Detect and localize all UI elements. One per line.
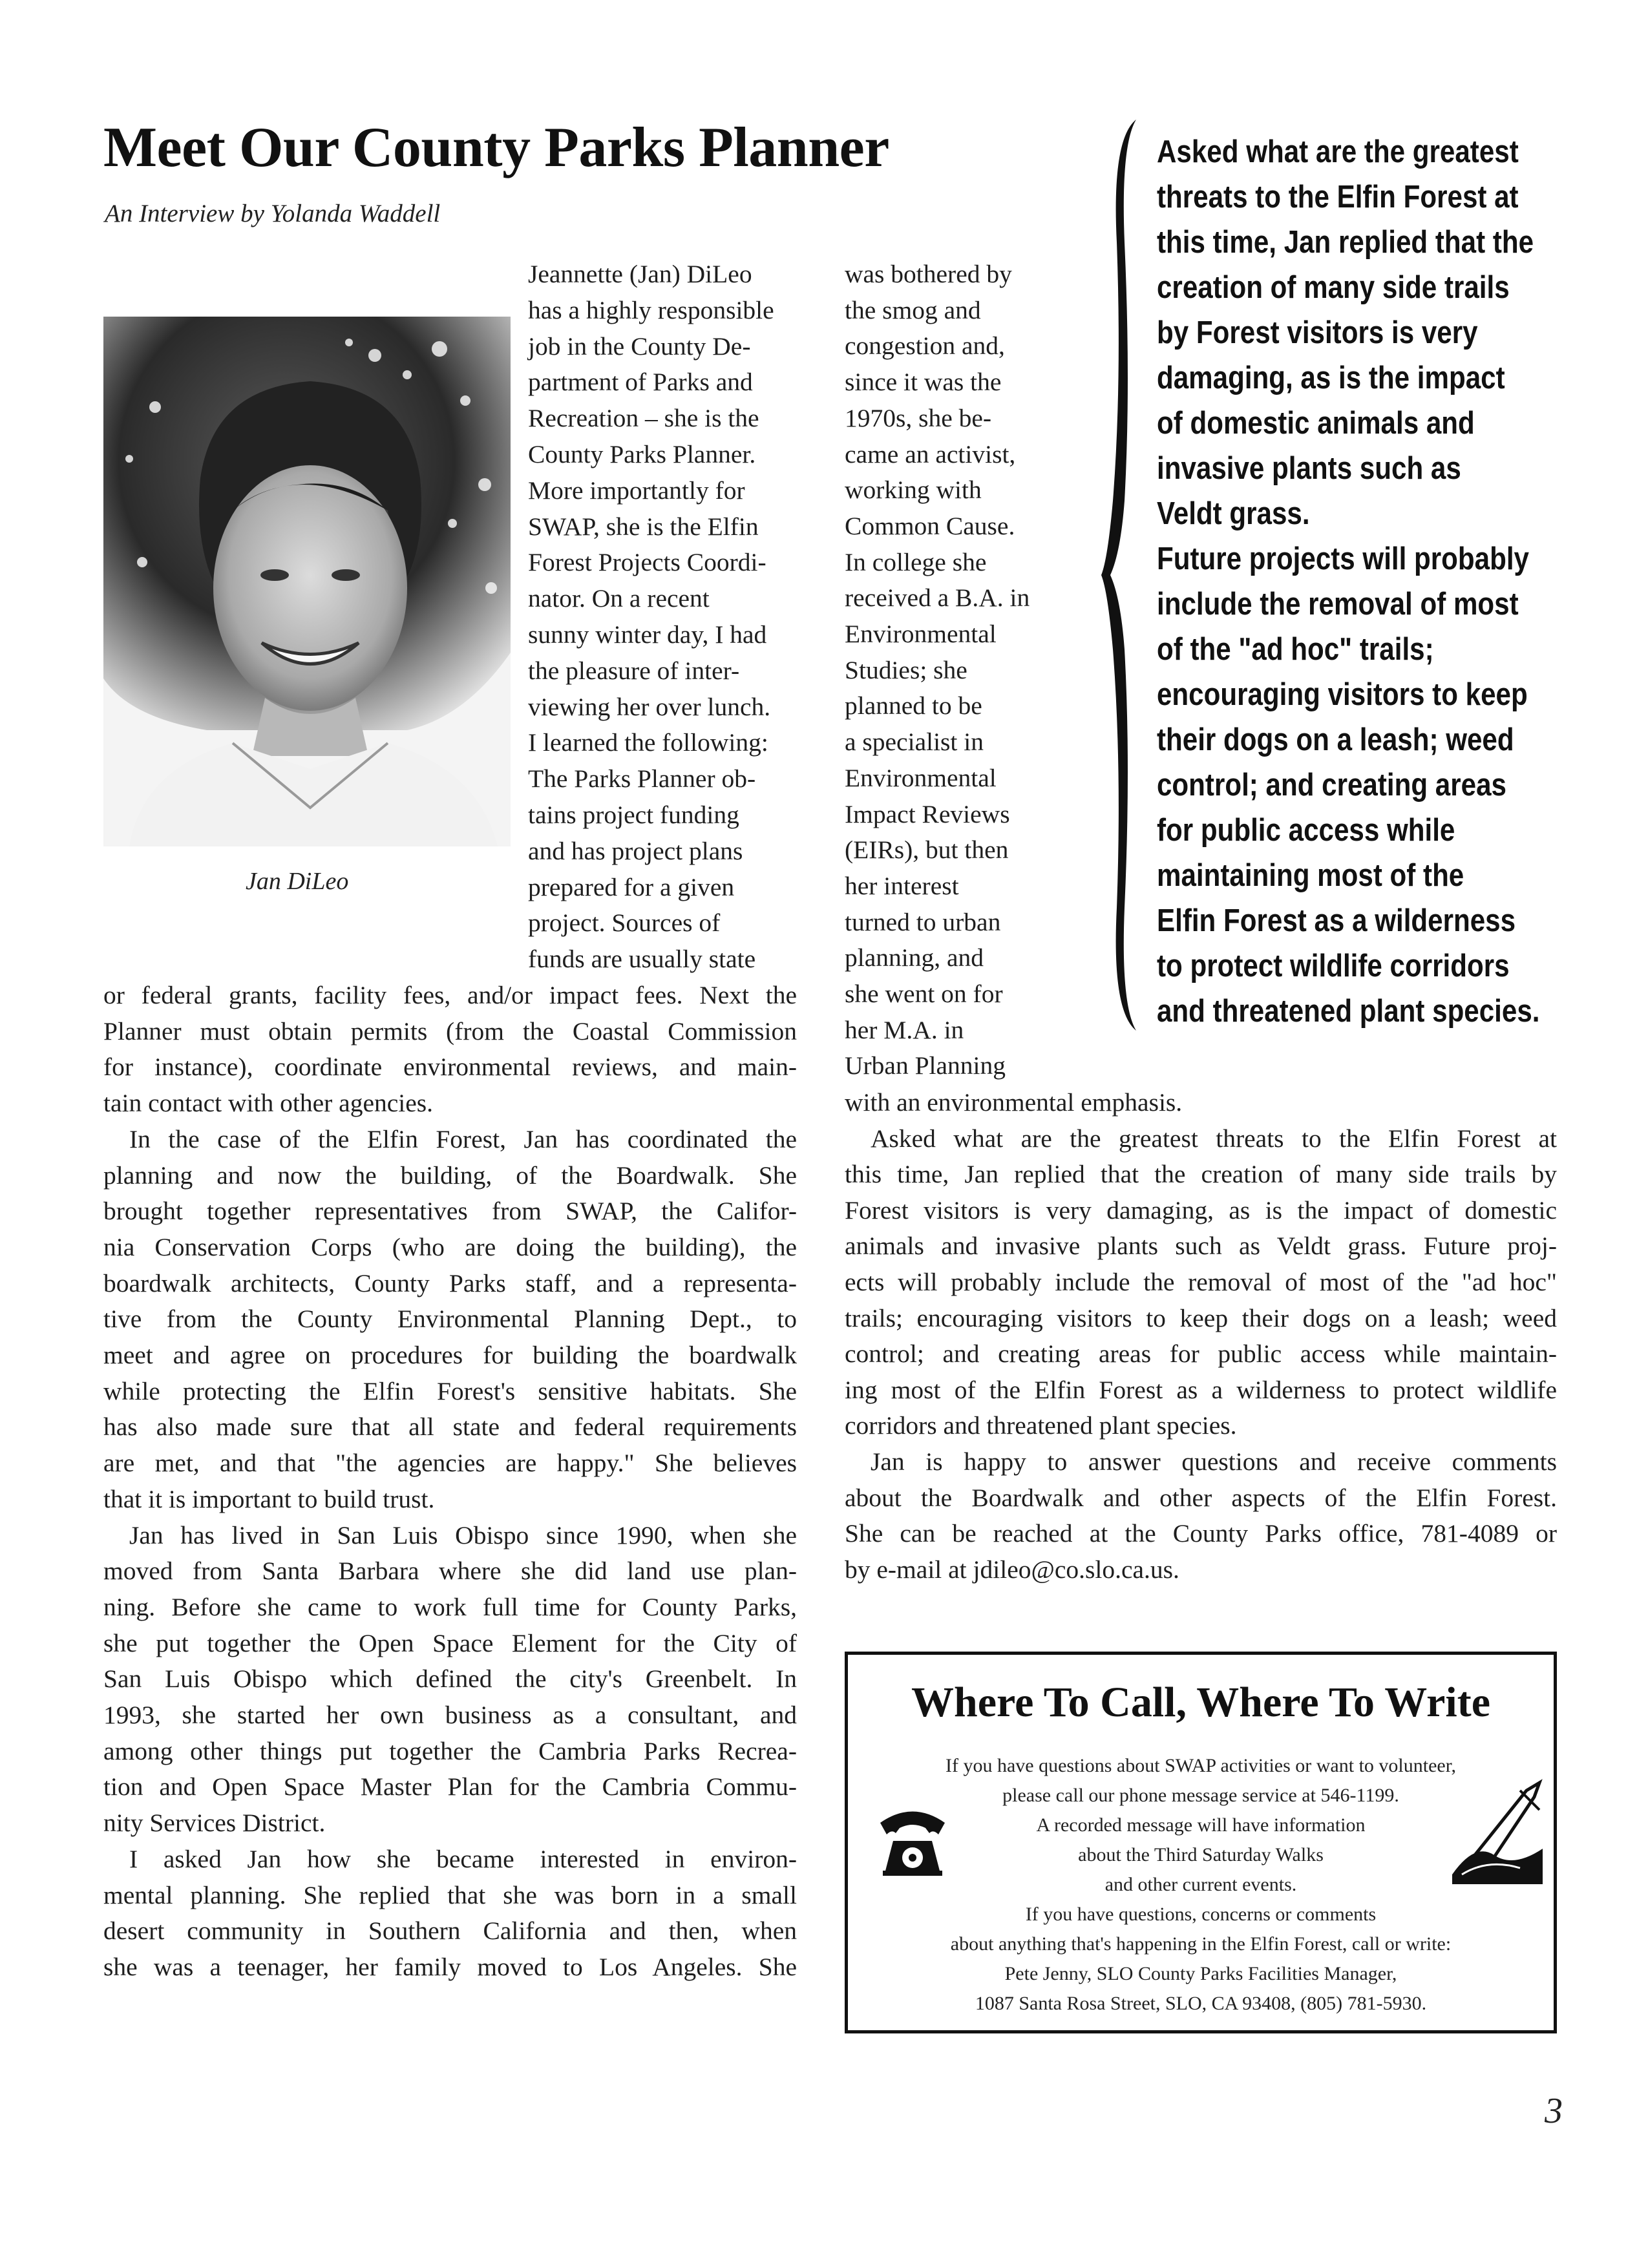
pull-quote-line: threats to the Elfin Forest at	[1157, 180, 1519, 215]
text-line: Jan has lived in San Luis Obispo since 1990, when she	[129, 1520, 797, 1549]
text-line: she went on for	[845, 980, 1003, 1008]
pull-quote-line: control; and creating areas	[1157, 768, 1506, 803]
text-line: about the Boardwalk and other aspects of the Elfin Forest.	[845, 1483, 1557, 1512]
pull-quote-line: Asked what are the greatest	[1157, 134, 1519, 169]
pull-quote-line: creation of many side trails	[1157, 270, 1510, 305]
text-line: I learned the following:	[528, 728, 768, 757]
text-line: are met, and that "the agencies are happy." She believes	[103, 1449, 797, 1478]
pull-quote-line: Elfin Forest as a wilderness	[1157, 903, 1516, 938]
text-line: San Luis Obispo which defined the city's Greenbelt. In	[103, 1664, 797, 1694]
pull-quote-line: to protect wildlife corridors	[1157, 949, 1510, 983]
text-line: nity Services District.	[103, 1809, 326, 1838]
brace-icon	[1099, 113, 1144, 1037]
text-line: ing most of the Elfin Forest as a wilderness to protect wildlife	[845, 1375, 1557, 1404]
text-line: (EIRs), but then	[845, 835, 1009, 865]
text-line: Common Cause.	[845, 511, 1015, 540]
pull-quote	[1157, 129, 1558, 1034]
text-line: control; and creating areas for public access while maintain-	[845, 1339, 1557, 1369]
text-line: SWAP, she is the Elfin	[528, 512, 759, 541]
text-line: nia Conservation Corps (who are doing the building), the	[103, 1232, 797, 1261]
text-line: came an activist,	[845, 439, 1016, 468]
text-line: among other things put together the Cambria Parks Recrea-	[103, 1736, 797, 1765]
text-line: sunny winter day, I had	[528, 620, 767, 649]
text-line: tains project funding	[528, 801, 739, 829]
text-line: meet and agree on procedures for building the boardwalk	[103, 1341, 797, 1369]
text-line: funds are usually state	[528, 945, 756, 974]
text-line: has also made sure that all state and federal requirements	[103, 1412, 797, 1442]
text-line: job in the County De-	[528, 331, 751, 361]
text-line: working with	[845, 476, 982, 505]
text-line: ects will probably include the removal of most of the "ad hoc"	[845, 1268, 1557, 1296]
pull-quote-line: by Forest visitors is very	[1157, 315, 1478, 350]
text-line: project. Sources of	[528, 908, 721, 938]
text-line: boardwalk architects, County Parks staff, and a representa-	[103, 1268, 797, 1297]
article-title: Meet Our County Parks Planner	[103, 116, 889, 179]
portrait-photo	[103, 317, 511, 846]
text-line: planned to be	[845, 691, 982, 720]
box-text-line: and other current events.	[1104, 1874, 1297, 1895]
text-line: She can be reached at the County Parks office, 781-4089 or	[845, 1519, 1557, 1548]
text-line: moved from Santa Barbara where she did land use plan-	[103, 1557, 797, 1586]
box-text-line: about the Third Saturday Walks	[1078, 1844, 1324, 1865]
text-line: Recreation – she is the	[528, 404, 759, 433]
text-line: tion and Open Space Master Plan for the Cambria Commu-	[103, 1772, 797, 1801]
pull-quote-line: of the "ad hoc" trails;	[1157, 632, 1434, 667]
text-line: with an environmental emphasis.	[845, 1088, 1183, 1117]
text-line: turned to urban	[845, 907, 1001, 936]
text-line: received a B.A. in	[845, 583, 1030, 613]
text-line: since it was the	[845, 368, 1002, 397]
text-line: a specialist in	[845, 728, 984, 757]
text-line: by e-mail at jdileo@co.slo.ca.us.	[845, 1555, 1179, 1584]
text-line: or federal grants, facility fees, and/or impact fees. Next the	[103, 981, 797, 1009]
text-line: Jan is happy to answer questions and receive comments	[871, 1447, 1557, 1476]
box-text-line: If you have questions about SWAP activities or want to volunteer,	[945, 1755, 1457, 1776]
pull-quote-line: Future projects will probably	[1157, 541, 1529, 576]
text-line: animals and invasive plants such as Veldt grass. Future proj-	[845, 1232, 1557, 1261]
text-line: she was a teenager, her family moved to Los Angeles. She	[103, 1952, 797, 1981]
pull-quote-line: invasive plants such as	[1157, 451, 1461, 486]
text-line: mental planning. She replied that she was born in a small	[103, 1880, 797, 1909]
pull-quote-line: damaging, as is the impact	[1157, 361, 1505, 395]
text-line: was bothered by	[845, 260, 1012, 288]
text-line: the pleasure of inter-	[528, 656, 740, 685]
page-number: 3	[1545, 2091, 1563, 2131]
where-to-call-box	[845, 1652, 1557, 2033]
text-line: tive from the County Environmental Planning Dept., to	[103, 1305, 797, 1334]
text-line: Planner must obtain permits (from the Coastal Commission	[103, 1016, 797, 1045]
pull-quote-line: for public access while	[1157, 813, 1455, 848]
text-line: Urban Planning	[845, 1051, 1006, 1080]
text-line: 1993, she started her own business as a consultant, and	[103, 1701, 797, 1729]
text-line: More importantly for	[528, 476, 745, 505]
text-line: and has project plans	[528, 836, 743, 865]
text-line: her M.A. in	[845, 1015, 964, 1044]
text-line: County Parks Planner.	[528, 440, 756, 468]
text-line: Studies; she	[845, 655, 967, 684]
text-line: In college she	[845, 547, 987, 576]
text-line: partment of Parks and	[528, 368, 753, 397]
text-line: Jeannette (Jan) DiLeo	[528, 260, 752, 288]
box-title: Where To Call, Where To Write	[911, 1679, 1490, 1726]
text-line: 1970s, she be-	[845, 403, 992, 432]
box-text-line: Pete Jenny, SLO County Parks Facilities Manager,	[1004, 1963, 1397, 1984]
box-text-line: If you have questions, concerns or comments	[1025, 1904, 1377, 1925]
text-line: for instance), coordinate environmental reviews, and main-	[103, 1053, 797, 1082]
text-line: Impact Reviews	[845, 799, 1010, 828]
text-line: brought together representatives from SWAP, the Califor-	[103, 1197, 797, 1226]
text-line: while protecting the Elfin Forest's sensitive habitats. She	[103, 1376, 797, 1405]
text-line: the smog and	[845, 295, 981, 324]
text-line: The Parks Planner ob-	[528, 764, 756, 793]
text-line: In the case of the Elfin Forest, Jan has coordinated the	[129, 1124, 797, 1153]
text-line: viewing her over lunch.	[528, 692, 771, 721]
text-line: Forest Projects Coordi-	[528, 548, 766, 577]
text-line: tain contact with other agencies.	[103, 1089, 434, 1118]
pull-quote-line: this time, Jan replied that the	[1157, 225, 1534, 260]
pull-quote-line: and threatened plant species.	[1157, 994, 1540, 1029]
text-line: I asked Jan how she became interested in environ-	[129, 1844, 797, 1873]
telephone-icon	[874, 1803, 951, 1881]
box-text-line: A recorded message will have information	[1036, 1814, 1366, 1836]
box-text-line: 1087 Santa Rosa Street, SLO, CA 93408, (805) 781-5930.	[975, 1993, 1427, 2014]
photo-caption: Jan DiLeo	[246, 868, 349, 895]
text-line: prepared for a given	[528, 872, 735, 901]
text-line: ning. Before she came to work full time for County Parks,	[103, 1592, 797, 1621]
box-text-line: about anything that's happening in the Elfin Forest, call or write:	[950, 1933, 1452, 1955]
pull-quote-line: maintaining most of the	[1157, 858, 1464, 893]
pull-quote-line: their dogs on a leash; weed	[1157, 722, 1514, 757]
text-line: trails; encouraging visitors to keep their dogs on a leash; weed	[845, 1303, 1557, 1332]
text-line: that it is important to build trust.	[103, 1484, 435, 1513]
text-line: Environmental	[845, 763, 997, 792]
text-line: nator. On a recent	[528, 584, 710, 613]
pull-quote-line: include the removal of most	[1157, 587, 1519, 622]
text-line: her interest	[845, 871, 959, 900]
text-line: corridors and threatened plant species.	[845, 1411, 1237, 1440]
text-line: Forest visitors is very damaging, as is the impact of domestic	[845, 1195, 1557, 1224]
text-line: Asked what are the greatest threats to the Elfin Forest at	[871, 1124, 1557, 1153]
text-line: this time, Jan replied that the creation of many side trails by	[845, 1160, 1557, 1189]
text-line: has a highly responsible	[528, 295, 774, 324]
pull-quote-line: of domestic animals and	[1157, 406, 1475, 441]
text-line: planning, and	[845, 943, 984, 972]
pull-quote-line: Veldt grass.	[1157, 496, 1310, 531]
text-line: planning and now the building, of the Boardwalk. She	[103, 1160, 797, 1190]
text-line: Environmental	[845, 620, 997, 648]
pull-quote-line: encouraging visitors to keep	[1157, 677, 1528, 712]
article-byline: An Interview by Yolanda Waddell	[105, 200, 441, 227]
box-text-line: please call our phone message service at 546-1199.	[1002, 1785, 1399, 1806]
text-line: congestion and,	[845, 331, 1005, 361]
pen-nib-icon	[1449, 1778, 1546, 1887]
text-line: desert community in Southern California and then, when	[103, 1916, 797, 1946]
text-line: she put together the Open Space Element for the City of	[103, 1628, 797, 1657]
